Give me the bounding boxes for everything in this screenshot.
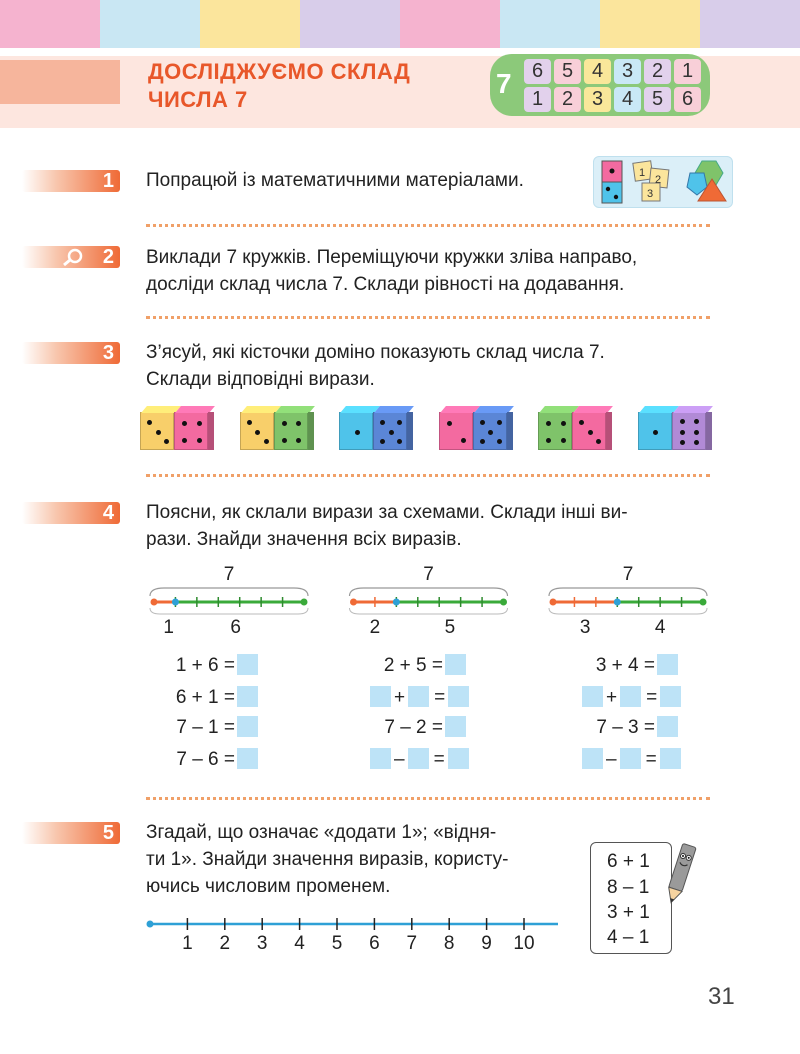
answer-box[interactable]: [448, 686, 469, 707]
divider-4: [146, 797, 710, 800]
answer-box[interactable]: [657, 654, 678, 675]
number-cell: 4: [584, 59, 611, 84]
ray-label: 8: [443, 933, 455, 954]
equation-text: 7 – 6 =: [176, 749, 235, 770]
scheme-brace: [150, 588, 308, 596]
title-line-2: ЧИСЛА 7: [148, 87, 248, 112]
equation: [176, 748, 258, 771]
number-cell: 3: [584, 87, 611, 112]
scheme-total: 7: [223, 564, 235, 585]
answer-box[interactable]: [660, 748, 681, 769]
task-5-number: 5: [22, 822, 120, 844]
equals-sign: =: [434, 687, 446, 708]
answer-box[interactable]: [660, 686, 681, 707]
answer-box[interactable]: [237, 748, 258, 769]
task-3-number: 3: [22, 342, 120, 364]
task-3-line-1: З’ясуй, які кісточки доміно показують склад числа 7.: [146, 342, 605, 363]
task-5-line-1: Згадай, що означає «додати 1»; «відня-: [146, 822, 497, 843]
card-three: 3: [647, 188, 654, 200]
task-1-line-1: Попрацюй із математичними матеріалами.: [146, 170, 524, 191]
scheme-part-b-label: 5: [444, 617, 456, 638]
card-expression-3: 3 + 1: [607, 902, 650, 923]
scheme-brace: [549, 588, 707, 596]
big-number: 7: [496, 68, 512, 99]
card-expression-2: 8 – 1: [607, 877, 650, 898]
answer-box[interactable]: [408, 686, 429, 707]
answer-box[interactable]: [445, 654, 466, 675]
blank-equation: [370, 686, 469, 709]
number-cell: 5: [554, 59, 581, 84]
scheme-part-a-label: 3: [579, 617, 591, 638]
ray-label: 6: [369, 933, 380, 954]
answer-box[interactable]: [370, 748, 391, 769]
scheme-lower-brace: [350, 608, 508, 614]
task-4-line-1: Поясни, як склали вирази за схемами. Склади інші ви-: [146, 502, 628, 523]
card-expression-1: 6 + 1: [607, 851, 650, 872]
answer-box[interactable]: [237, 716, 258, 737]
scheme-lower-brace: [549, 608, 707, 614]
answer-box[interactable]: [445, 716, 466, 737]
task-2-number: 2: [22, 246, 120, 268]
number-cell: 6: [674, 87, 701, 112]
task-1-number: 1: [22, 170, 120, 192]
card-one: 1: [639, 167, 646, 179]
number-cell: 2: [554, 87, 581, 112]
pencil-character-icon: [660, 840, 700, 910]
number-cell: 1: [674, 59, 701, 84]
answer-box[interactable]: [237, 686, 258, 707]
scheme-total: 7: [622, 564, 634, 585]
answer-box[interactable]: [370, 686, 391, 707]
equation-text: 7 – 2 =: [384, 717, 443, 738]
answer-box[interactable]: [408, 748, 429, 769]
ray-origin: [147, 921, 154, 928]
answer-box[interactable]: [620, 748, 641, 769]
ray-label: 3: [256, 933, 268, 954]
equals-sign: =: [646, 687, 658, 708]
scheme-part-b-label: 6: [230, 617, 242, 638]
task-2-line-2: досліди склад числа 7. Склади рівності на додавання.: [146, 274, 625, 295]
answer-box[interactable]: [582, 686, 603, 707]
scheme-lower-brace: [150, 608, 308, 614]
scheme-split-dot: [614, 599, 621, 606]
scheme-part-b-label: 4: [654, 617, 666, 638]
equation: [596, 654, 678, 677]
scheme-part-a-label: 2: [369, 617, 381, 638]
equation: [596, 716, 678, 739]
operator: –: [394, 749, 405, 770]
scheme-total: 7: [423, 564, 434, 585]
ray-label: 4: [294, 933, 305, 954]
task-2-line-1: Виклади 7 кружків. Переміщуючи кружки зліва направо,: [146, 247, 638, 268]
task-5-line-2: ти 1». Знайди значення виразів, користу-: [146, 849, 509, 870]
task-5-line-3: ючись числовим променем.: [146, 876, 391, 897]
ray-label: 5: [331, 933, 343, 954]
operator: +: [606, 687, 618, 708]
task-3-line-2: Склади відповідні вирази.: [146, 369, 375, 390]
number-cell: 4: [614, 87, 641, 112]
equation-text: 6 + 1 =: [175, 687, 235, 708]
equation-text: 7 – 3 =: [596, 717, 655, 738]
answer-box[interactable]: [237, 654, 258, 675]
task-4-line-2: рази. Знайди значення всіх виразів.: [146, 529, 462, 550]
answer-box[interactable]: [620, 686, 641, 707]
scheme-brace: [350, 588, 508, 596]
task-5-text: [146, 819, 566, 900]
scheme-end-dot: [700, 599, 707, 606]
task-4-number: 4: [22, 502, 120, 524]
ray-label: 1: [182, 933, 193, 954]
number-cell: 2: [644, 59, 671, 84]
page-number: 31: [708, 983, 735, 1010]
scheme-end-dot: [301, 599, 308, 606]
card-expression-4: 4 – 1: [607, 927, 650, 948]
equals-sign: =: [645, 749, 657, 770]
blank-equation: [370, 748, 469, 771]
blank-equation: [582, 748, 681, 771]
scheme-start-dot: [550, 599, 557, 606]
equation: [176, 686, 258, 709]
title-line-1: ДОСЛІДЖУЄМО СКЛАД: [148, 59, 411, 84]
blank-equation: [582, 686, 681, 709]
operator: +: [394, 687, 406, 708]
number-cell: 5: [644, 87, 671, 112]
scheme-start-dot: [151, 599, 158, 606]
ray-label: 7: [406, 933, 418, 954]
equation: [176, 654, 258, 677]
ray-label: 9: [481, 933, 492, 954]
equation-text: 2 + 5 =: [383, 655, 443, 676]
scheme-split-dot: [393, 599, 400, 606]
scheme-start-dot: [350, 599, 357, 606]
operator: –: [606, 749, 617, 770]
equals-sign: =: [433, 749, 445, 770]
equation: [384, 716, 466, 739]
scheme-part-a-label: 1: [163, 617, 175, 638]
equation-text: 1 + 6 =: [175, 655, 235, 676]
equation: [176, 716, 258, 739]
number-cell: 6: [524, 59, 551, 84]
scheme-end-dot: [500, 599, 507, 606]
scheme-split-dot: [172, 599, 179, 606]
ray-label: 2: [219, 933, 231, 954]
equation-text: 3 + 4 =: [595, 655, 655, 676]
equation-text: 7 – 1 =: [176, 717, 235, 738]
answer-box[interactable]: [582, 748, 603, 769]
number-cell: 1: [524, 87, 551, 112]
number-cell: 3: [614, 59, 641, 84]
answer-box[interactable]: [657, 716, 678, 737]
answer-box[interactable]: [448, 748, 469, 769]
ray-label: 10: [513, 933, 535, 954]
equation: [384, 654, 466, 677]
card-two: 2: [655, 174, 662, 186]
